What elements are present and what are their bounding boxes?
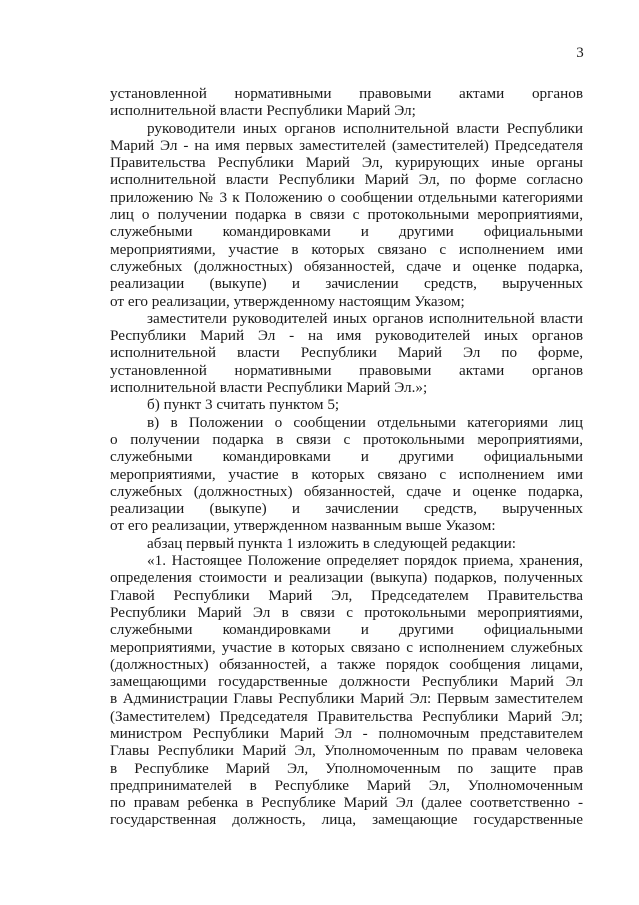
text-line: государственная должность, лица, замещающие государственные xyxy=(110,811,583,829)
text-line: в Администрации Главы Республики Марий Эл: Первым заместителем xyxy=(110,690,583,708)
text-line: абзац первый пункта 1 изложить в следующей редакции: xyxy=(147,534,517,552)
text-line: Марий Эл - на имя первых заместителей (заместителей) Председателя xyxy=(110,136,583,154)
text-line: установленной нормативными правовыми актами органов xyxy=(110,361,583,379)
text-line: от его реализации, утвержденному настоящим Указом; xyxy=(110,292,465,310)
text-line: исполнительной власти Республики Марий Эл; xyxy=(110,102,416,120)
text-line: (должностных) обязанностей, а также порядок сообщения лицами, xyxy=(110,655,583,673)
text-line: «1. Настоящее Положение определяет порядок приема, хранения, xyxy=(147,552,583,570)
text-line: по правам ребенка в Республике Марий Эл (далее соответственно - xyxy=(110,794,583,812)
text-line: замещающими государственные должности Республики Марий Эл xyxy=(110,673,583,691)
text-line: определения стоимости и реализации (выкупа) подарков, полученных xyxy=(110,569,583,587)
text-line: установленной нормативными правовыми актами органов xyxy=(110,85,583,102)
text-line: лиц о получении подарка в связи с протокольными мероприятиями, xyxy=(110,206,583,224)
text-line: в Республике Марий Эл, Уполномоченным по защите прав xyxy=(110,759,583,777)
text-line: в) в Положении о сообщении отдельными категориями лиц xyxy=(147,413,583,431)
text-line: Республики Марий Эл - на имя руководителей иных органов xyxy=(110,327,583,345)
text-line: реализации (выкупе) и зачислении средств, вырученных xyxy=(110,275,583,293)
text-line: приложению № 3 к Положению о сообщении отдельными категориями xyxy=(110,188,583,206)
text-line: руководители иных органов исполнительной власти Республики xyxy=(147,119,583,137)
text-line: исполнительной власти Республики Марий Эл.»; xyxy=(110,379,428,397)
text-line: предпринимателей в Республике Марий Эл, Уполномоченным xyxy=(110,776,583,794)
page-number: 3 xyxy=(576,45,584,61)
text-line: Правительства Республики Марий Эл, курирующих иные органы xyxy=(110,154,583,172)
document-body xyxy=(110,85,583,829)
text-line: исполнительной власти Республики Марий Эл по форме, xyxy=(110,344,583,362)
text-line: мероприятиями, участие в которых связано с исполнением ими xyxy=(110,240,583,258)
text-line: (Заместителем) Председателя Правительства Республики Марий Эл; xyxy=(110,707,583,725)
text-line: от его реализации, утвержденном названным выше Указом: xyxy=(110,517,496,535)
text-line: Главы Республики Марий Эл, Уполномоченным по правам человека xyxy=(110,742,583,760)
text-line: министром Республики Марий Эл - полномочным представителем xyxy=(110,724,583,742)
text-line: Республики Марий Эл в связи с протокольными мероприятиями, xyxy=(110,603,583,621)
text-line: мероприятиями, участие в которых связано с исполнением служебных xyxy=(110,638,583,656)
text-line: мероприятиями, участие в которых связано с исполнением ими xyxy=(110,465,583,483)
text-line: реализации (выкупе) и зачислении средств, вырученных xyxy=(110,500,583,518)
text-line: исполнительной власти Республики Марий Эл, по форме согласно xyxy=(110,171,583,189)
text-line: б) пункт 3 считать пунктом 5; xyxy=(147,396,340,414)
text-line: служебных (должностных) обязанностей, сдаче и оценке подарка, xyxy=(110,257,583,275)
text-line: служебными командировками и другими официальными xyxy=(110,448,583,466)
text-line: заместители руководителей иных органов исполнительной власти xyxy=(147,309,583,327)
text-line: служебными командировками и другими официальными xyxy=(110,223,583,241)
text-line: служебными командировками и другими официальными xyxy=(110,621,583,639)
text-line: служебных (должностных) обязанностей, сдаче и оценке подарка, xyxy=(110,482,583,500)
text-line: о получении подарка в связи с протокольными мероприятиями, xyxy=(110,430,583,448)
text-line: Главой Республики Марий Эл, Председателем Правительства xyxy=(110,586,583,604)
